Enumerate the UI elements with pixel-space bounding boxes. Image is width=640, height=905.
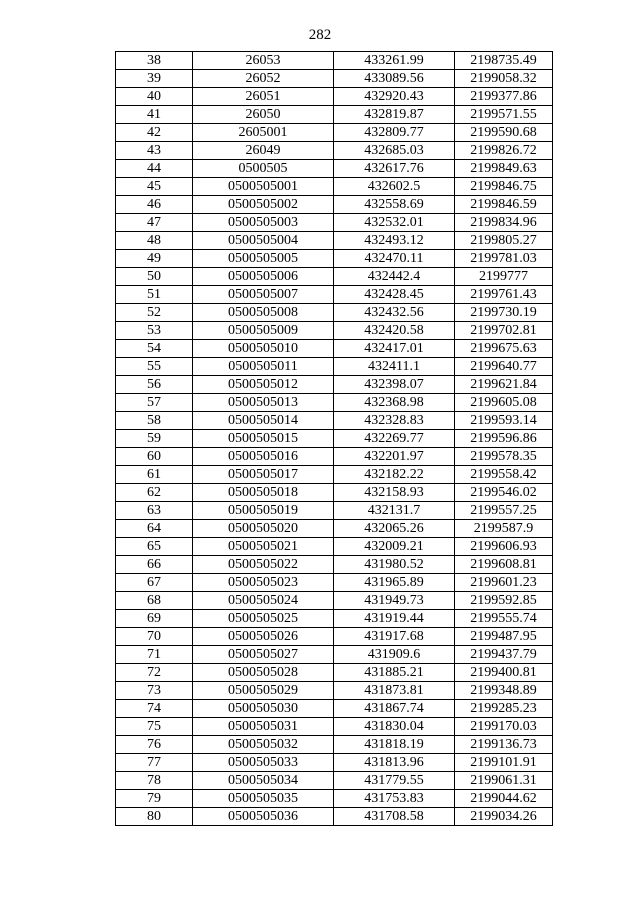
- point-id-cell: 0500505008: [193, 304, 334, 322]
- point-id-cell: 0500505003: [193, 214, 334, 232]
- point-id-cell: 0500505020: [193, 520, 334, 538]
- point-id-cell: 0500505032: [193, 736, 334, 754]
- row-number-cell: 38: [116, 52, 193, 70]
- row-number-cell: 63: [116, 502, 193, 520]
- x-coordinate-cell: 431909.6: [334, 646, 455, 664]
- row-number-cell: 41: [116, 106, 193, 124]
- x-coordinate-cell: 432809.77: [334, 124, 455, 142]
- point-id-cell: 0500505030: [193, 700, 334, 718]
- point-id-cell: 0500505007: [193, 286, 334, 304]
- point-id-cell: 26050: [193, 106, 334, 124]
- point-id-cell: 0500505002: [193, 196, 334, 214]
- table-row: [116, 358, 553, 376]
- point-id-cell: 26051: [193, 88, 334, 106]
- x-coordinate-cell: 432532.01: [334, 214, 455, 232]
- point-id-cell: 0500505028: [193, 664, 334, 682]
- row-number-cell: 62: [116, 484, 193, 502]
- table-row: [116, 592, 553, 610]
- table-row: [116, 286, 553, 304]
- table-row: [116, 142, 553, 160]
- row-number-cell: 70: [116, 628, 193, 646]
- y-coordinate-cell: 2199558.42: [455, 466, 553, 484]
- point-id-cell: 0500505031: [193, 718, 334, 736]
- row-number-cell: 66: [116, 556, 193, 574]
- table-row: [116, 628, 553, 646]
- row-number-cell: 61: [116, 466, 193, 484]
- x-coordinate-cell: 431818.19: [334, 736, 455, 754]
- row-number-cell: 65: [116, 538, 193, 556]
- row-number-cell: 43: [116, 142, 193, 160]
- y-coordinate-cell: 2199834.96: [455, 214, 553, 232]
- table-row: [116, 574, 553, 592]
- table-row: [116, 322, 553, 340]
- y-coordinate-cell: 2199587.9: [455, 520, 553, 538]
- y-coordinate-cell: 2199640.77: [455, 358, 553, 376]
- x-coordinate-cell: 432442.4: [334, 268, 455, 286]
- row-number-cell: 50: [116, 268, 193, 286]
- coordinate-table-body: [116, 52, 553, 826]
- x-coordinate-cell: 433261.99: [334, 52, 455, 70]
- table-row: [116, 124, 553, 142]
- y-coordinate-cell: 2199377.86: [455, 88, 553, 106]
- y-coordinate-cell: 2199034.26: [455, 808, 553, 826]
- row-number-cell: 72: [116, 664, 193, 682]
- x-coordinate-cell: 432470.11: [334, 250, 455, 268]
- y-coordinate-cell: 2199605.08: [455, 394, 553, 412]
- x-coordinate-cell: 431965.89: [334, 574, 455, 592]
- y-coordinate-cell: 2199777: [455, 268, 553, 286]
- point-id-cell: 0500505021: [193, 538, 334, 556]
- table-row: [116, 214, 553, 232]
- table-row: [116, 556, 553, 574]
- x-coordinate-cell: 432368.98: [334, 394, 455, 412]
- point-id-cell: 0500505015: [193, 430, 334, 448]
- row-number-cell: 79: [116, 790, 193, 808]
- row-number-cell: 78: [116, 772, 193, 790]
- row-number-cell: 59: [116, 430, 193, 448]
- y-coordinate-cell: 2199826.72: [455, 142, 553, 160]
- point-id-cell: 0500505018: [193, 484, 334, 502]
- y-coordinate-cell: 2199136.73: [455, 736, 553, 754]
- y-coordinate-cell: 2199592.85: [455, 592, 553, 610]
- y-coordinate-cell: 2199058.32: [455, 70, 553, 88]
- table-row: [116, 160, 553, 178]
- point-id-cell: 0500505024: [193, 592, 334, 610]
- point-id-cell: 0500505019: [193, 502, 334, 520]
- y-coordinate-cell: 2199601.23: [455, 574, 553, 592]
- row-number-cell: 80: [116, 808, 193, 826]
- table-row: [116, 520, 553, 538]
- table-row: [116, 484, 553, 502]
- table-row: [116, 718, 553, 736]
- table-row: [116, 412, 553, 430]
- x-coordinate-cell: 432009.21: [334, 538, 455, 556]
- point-id-cell: 0500505011: [193, 358, 334, 376]
- row-number-cell: 52: [116, 304, 193, 322]
- point-id-cell: 0500505004: [193, 232, 334, 250]
- x-coordinate-cell: 432201.97: [334, 448, 455, 466]
- y-coordinate-cell: 2199400.81: [455, 664, 553, 682]
- y-coordinate-cell: 2199805.27: [455, 232, 553, 250]
- x-coordinate-cell: 432417.01: [334, 340, 455, 358]
- point-id-cell: 0500505: [193, 160, 334, 178]
- point-id-cell: 0500505033: [193, 754, 334, 772]
- y-coordinate-cell: 2199170.03: [455, 718, 553, 736]
- y-coordinate-cell: 2199675.63: [455, 340, 553, 358]
- table-row: [116, 646, 553, 664]
- row-number-cell: 71: [116, 646, 193, 664]
- x-coordinate-cell: 432558.69: [334, 196, 455, 214]
- y-coordinate-cell: 2199044.62: [455, 790, 553, 808]
- page-number: 282: [308, 27, 332, 43]
- x-coordinate-cell: 432685.03: [334, 142, 455, 160]
- y-coordinate-cell: 2198735.49: [455, 52, 553, 70]
- x-coordinate-cell: 432819.87: [334, 106, 455, 124]
- y-coordinate-cell: 2199781.03: [455, 250, 553, 268]
- y-coordinate-cell: 2199578.35: [455, 448, 553, 466]
- x-coordinate-cell: 431919.44: [334, 610, 455, 628]
- row-number-cell: 56: [116, 376, 193, 394]
- table-row: [116, 106, 553, 124]
- y-coordinate-cell: 2199702.81: [455, 322, 553, 340]
- row-number-cell: 76: [116, 736, 193, 754]
- row-number-cell: 40: [116, 88, 193, 106]
- x-coordinate-cell: 431885.21: [334, 664, 455, 682]
- x-coordinate-cell: 431813.96: [334, 754, 455, 772]
- y-coordinate-cell: 2199730.19: [455, 304, 553, 322]
- y-coordinate-cell: 2199846.59: [455, 196, 553, 214]
- table-row: [116, 394, 553, 412]
- point-id-cell: 0500505029: [193, 682, 334, 700]
- point-id-cell: 0500505026: [193, 628, 334, 646]
- table-row: [116, 502, 553, 520]
- table-row: [116, 430, 553, 448]
- coordinate-table: [115, 51, 553, 826]
- point-id-cell: 26053: [193, 52, 334, 70]
- row-number-cell: 77: [116, 754, 193, 772]
- x-coordinate-cell: 433089.56: [334, 70, 455, 88]
- point-id-cell: 0500505034: [193, 772, 334, 790]
- point-id-cell: 0500505014: [193, 412, 334, 430]
- row-number-cell: 42: [116, 124, 193, 142]
- x-coordinate-cell: 432493.12: [334, 232, 455, 250]
- y-coordinate-cell: 2199101.91: [455, 754, 553, 772]
- table-row: [116, 376, 553, 394]
- table-row: [116, 448, 553, 466]
- row-number-cell: 48: [116, 232, 193, 250]
- x-coordinate-cell: 432411.1: [334, 358, 455, 376]
- x-coordinate-cell: 431867.74: [334, 700, 455, 718]
- table-row: [116, 682, 553, 700]
- x-coordinate-cell: 432420.58: [334, 322, 455, 340]
- point-id-cell: 0500505022: [193, 556, 334, 574]
- y-coordinate-cell: 2199557.25: [455, 502, 553, 520]
- table-row: [116, 736, 553, 754]
- y-coordinate-cell: 2199487.95: [455, 628, 553, 646]
- point-id-cell: 0500505025: [193, 610, 334, 628]
- point-id-cell: 0500505005: [193, 250, 334, 268]
- point-id-cell: 0500505012: [193, 376, 334, 394]
- table-row: [116, 466, 553, 484]
- row-number-cell: 74: [116, 700, 193, 718]
- y-coordinate-cell: 2199608.81: [455, 556, 553, 574]
- x-coordinate-cell: 432617.76: [334, 160, 455, 178]
- point-id-cell: 26049: [193, 142, 334, 160]
- y-coordinate-cell: 2199571.55: [455, 106, 553, 124]
- y-coordinate-cell: 2199061.31: [455, 772, 553, 790]
- y-coordinate-cell: 2199606.93: [455, 538, 553, 556]
- point-id-cell: 2605001: [193, 124, 334, 142]
- x-coordinate-cell: 431873.81: [334, 682, 455, 700]
- table-row: [116, 790, 553, 808]
- table-row: [116, 754, 553, 772]
- y-coordinate-cell: 2199555.74: [455, 610, 553, 628]
- row-number-cell: 60: [116, 448, 193, 466]
- x-coordinate-cell: 432065.26: [334, 520, 455, 538]
- row-number-cell: 47: [116, 214, 193, 232]
- x-coordinate-cell: 432131.7: [334, 502, 455, 520]
- row-number-cell: 75: [116, 718, 193, 736]
- x-coordinate-cell: 431949.73: [334, 592, 455, 610]
- x-coordinate-cell: 432428.45: [334, 286, 455, 304]
- point-id-cell: 0500505006: [193, 268, 334, 286]
- point-id-cell: 0500505036: [193, 808, 334, 826]
- row-number-cell: 49: [116, 250, 193, 268]
- x-coordinate-cell: 431980.52: [334, 556, 455, 574]
- x-coordinate-cell: 432602.5: [334, 178, 455, 196]
- x-coordinate-cell: 432432.56: [334, 304, 455, 322]
- point-id-cell: 0500505013: [193, 394, 334, 412]
- x-coordinate-cell: 432182.22: [334, 466, 455, 484]
- table-row: [116, 664, 553, 682]
- x-coordinate-cell: 431917.68: [334, 628, 455, 646]
- row-number-cell: 54: [116, 340, 193, 358]
- row-number-cell: 46: [116, 196, 193, 214]
- row-number-cell: 58: [116, 412, 193, 430]
- row-number-cell: 55: [116, 358, 193, 376]
- row-number-cell: 53: [116, 322, 193, 340]
- table-row: [116, 610, 553, 628]
- y-coordinate-cell: 2199621.84: [455, 376, 553, 394]
- table-row: [116, 52, 553, 70]
- table-row: [116, 88, 553, 106]
- row-number-cell: 44: [116, 160, 193, 178]
- y-coordinate-cell: 2199849.63: [455, 160, 553, 178]
- point-id-cell: 0500505016: [193, 448, 334, 466]
- row-number-cell: 73: [116, 682, 193, 700]
- y-coordinate-cell: 2199348.89: [455, 682, 553, 700]
- point-id-cell: 0500505001: [193, 178, 334, 196]
- row-number-cell: 39: [116, 70, 193, 88]
- table-row: [116, 340, 553, 358]
- x-coordinate-cell: 431830.04: [334, 718, 455, 736]
- table-row: [116, 232, 553, 250]
- row-number-cell: 69: [116, 610, 193, 628]
- x-coordinate-cell: 432398.07: [334, 376, 455, 394]
- x-coordinate-cell: 432920.43: [334, 88, 455, 106]
- x-coordinate-cell: 432158.93: [334, 484, 455, 502]
- row-number-cell: 45: [116, 178, 193, 196]
- x-coordinate-cell: 431708.58: [334, 808, 455, 826]
- point-id-cell: 0500505035: [193, 790, 334, 808]
- table-row: [116, 808, 553, 826]
- table-row: [116, 196, 553, 214]
- row-number-cell: 57: [116, 394, 193, 412]
- point-id-cell: 0500505010: [193, 340, 334, 358]
- x-coordinate-cell: 432269.77: [334, 430, 455, 448]
- y-coordinate-cell: 2199590.68: [455, 124, 553, 142]
- y-coordinate-cell: 2199596.86: [455, 430, 553, 448]
- table-row: [116, 772, 553, 790]
- row-number-cell: 67: [116, 574, 193, 592]
- x-coordinate-cell: 431753.83: [334, 790, 455, 808]
- table-row: [116, 304, 553, 322]
- table-row: [116, 70, 553, 88]
- table-row: [116, 268, 553, 286]
- x-coordinate-cell: 431779.55: [334, 772, 455, 790]
- y-coordinate-cell: 2199437.79: [455, 646, 553, 664]
- point-id-cell: 0500505009: [193, 322, 334, 340]
- table-row: [116, 178, 553, 196]
- table-row: [116, 250, 553, 268]
- point-id-cell: 26052: [193, 70, 334, 88]
- point-id-cell: 0500505023: [193, 574, 334, 592]
- y-coordinate-cell: 2199593.14: [455, 412, 553, 430]
- row-number-cell: 51: [116, 286, 193, 304]
- row-number-cell: 68: [116, 592, 193, 610]
- table-row: [116, 700, 553, 718]
- row-number-cell: 64: [116, 520, 193, 538]
- x-coordinate-cell: 432328.83: [334, 412, 455, 430]
- y-coordinate-cell: 2199761.43: [455, 286, 553, 304]
- y-coordinate-cell: 2199546.02: [455, 484, 553, 502]
- point-id-cell: 0500505017: [193, 466, 334, 484]
- table-row: [116, 538, 553, 556]
- y-coordinate-cell: 2199285.23: [455, 700, 553, 718]
- y-coordinate-cell: 2199846.75: [455, 178, 553, 196]
- point-id-cell: 0500505027: [193, 646, 334, 664]
